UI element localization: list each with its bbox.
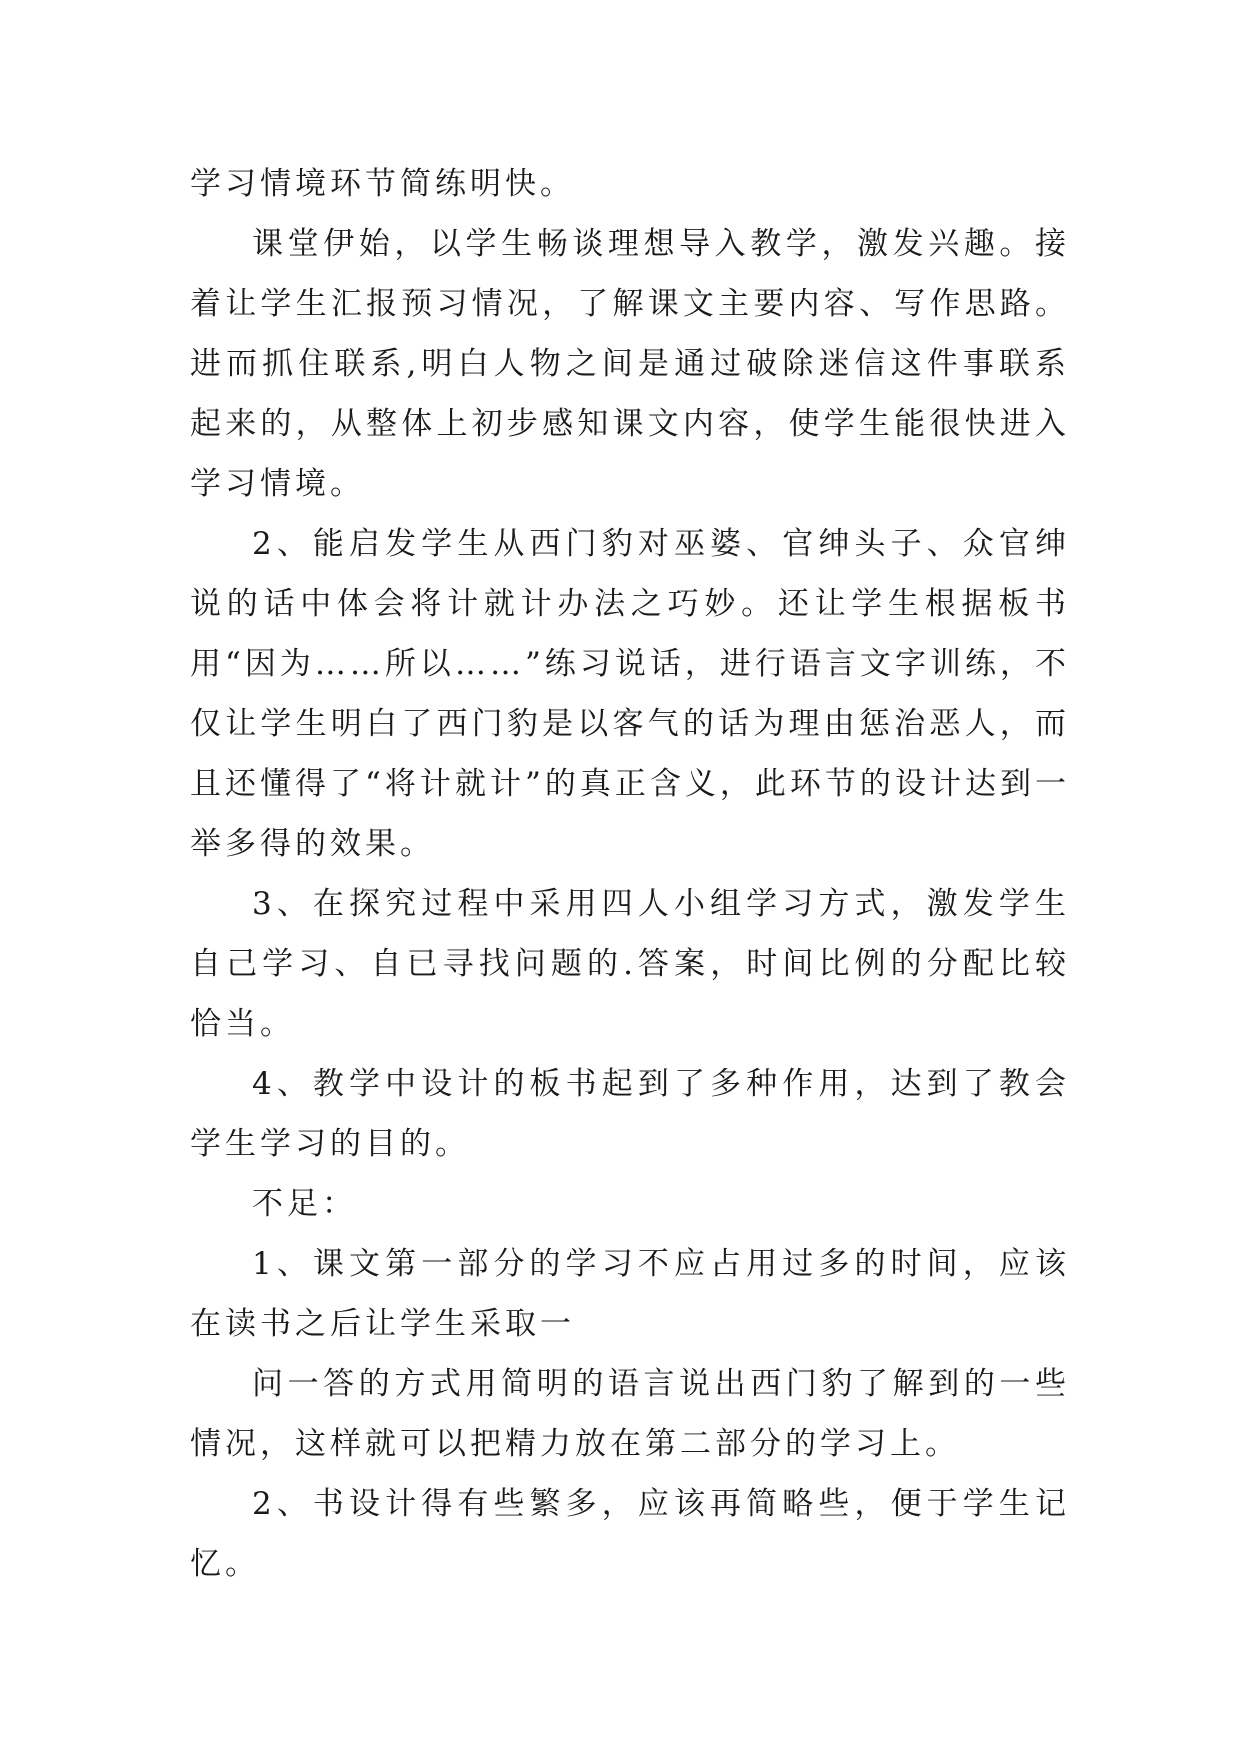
paragraph: 学习情境环节简练明快。 [190,166,575,202]
paragraph: 2、能启发学生从西门豹对巫婆、官绅头子、众官绅说的话中体会将计就计办法之巧妙。还让学生根据板书用“因为……所以……”练习说话，进行语言文字训练，不仅让学生明白了西门豹是以客气的话为理由惩治恶人，而且还懂得了“将计就计”的真正含义，此环节的设计达到一举多得的效果。 [190,526,1070,862]
section-heading: 不足： [252,1186,357,1222]
paragraph: 1、课文第一部分的学习不应占用过多的时间，应该在读书之后让学生采取一 [190,1246,1070,1342]
paragraph: 2、书设计得有些繁多，应该再简略些，便于学生记忆。 [190,1486,1070,1582]
paragraph: 课堂伊始，以学生畅谈理想导入教学，激发兴趣。接着让学生汇报预习情况，了解课文主要内容、写作思路。进而抓住联系,明白人物之间是通过破除迷信这件事联系起来的，从整体上初步感知课文内容，使学生能很快进入学习情境。 [190,226,1070,502]
paragraph: 4、教学中设计的板书起到了多种作用，达到了教会学生学习的目的。 [190,1066,1070,1162]
paragraph: 问一答的方式用简明的语言说出西门豹了解到的一些情况，这样就可以把精力放在第二部分的学习上。 [190,1366,1070,1462]
document-body [190,154,1070,1594]
paragraph: 3、在探究过程中采用四人小组学习方式，激发学生自己学习、自已寻找问题的.答案，时间比例的分配比较恰当。 [190,886,1070,1042]
